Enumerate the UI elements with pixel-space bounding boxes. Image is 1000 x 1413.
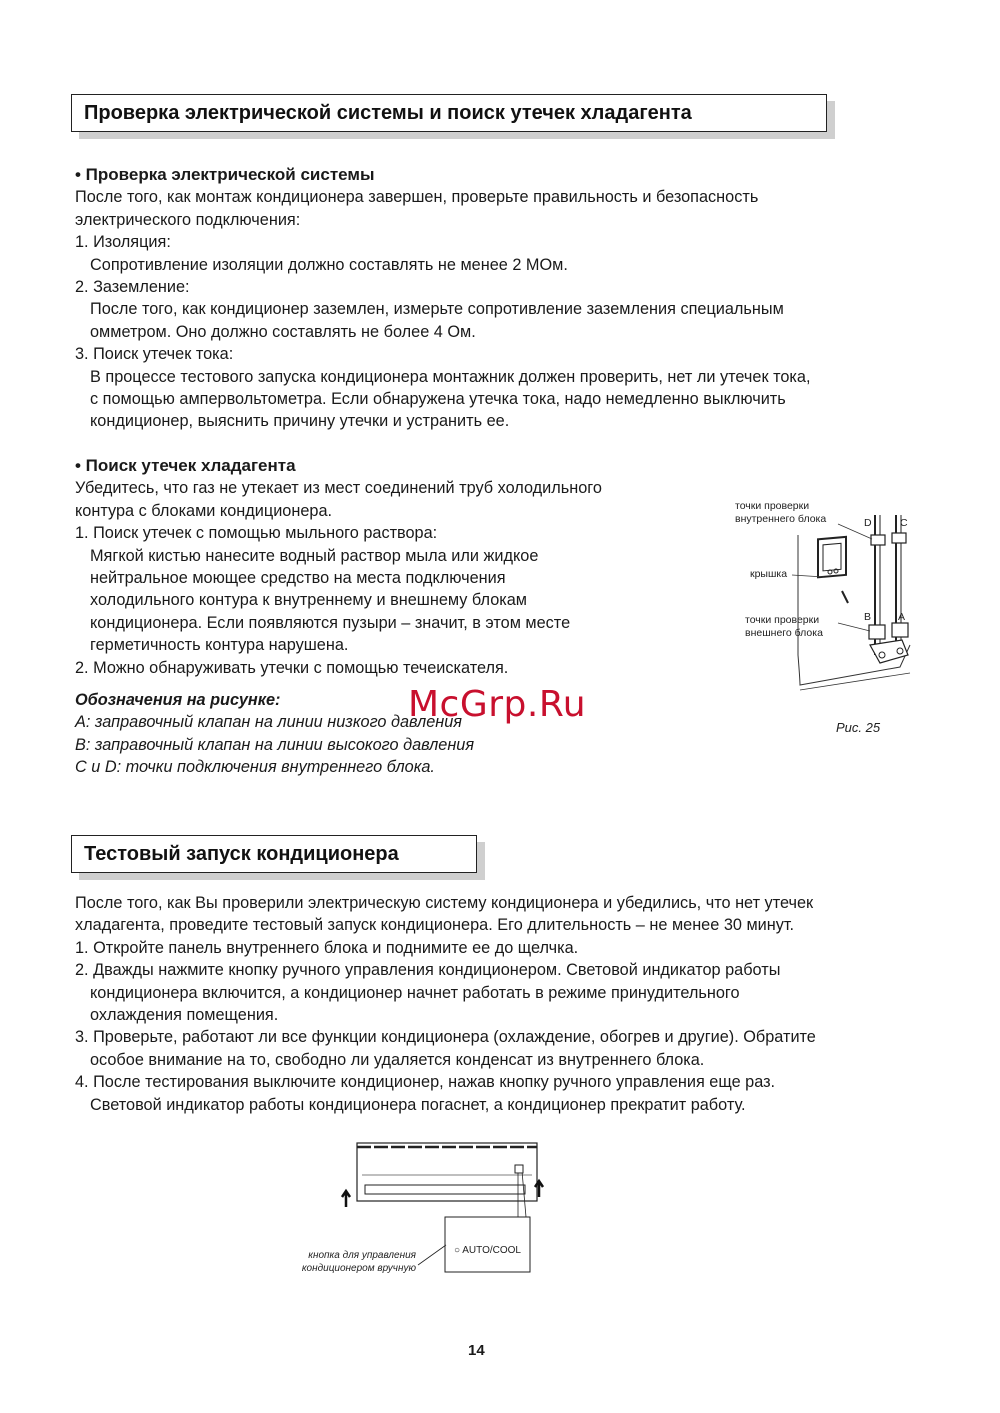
list-item: 3. Проверьте, работают ли все функции кондиционера (охлаждение, обогрев и другие). Обратите [75, 1028, 816, 1047]
text-line: нейтральное моющее средство на места подключения [90, 569, 506, 588]
text-line: Мягкой кистью нанесите водный раствор мыла или жидкое [90, 546, 539, 565]
test-run-block [75, 892, 816, 1116]
text-line: электрического подключения: [75, 210, 301, 229]
section-title-text: Тестовый запуск кондиционера [84, 842, 399, 865]
text-line: кондиционер, выяснить причину утечки и устранить ее. [90, 412, 510, 431]
text-line: Световой индикатор работы кондиционера погаснет, а кондиционер прекратит работу. [90, 1095, 746, 1114]
electrical-check-block [75, 164, 810, 433]
text-line: герметичность контура нарушена. [90, 636, 349, 655]
list-item-number: 2. Заземление: [75, 278, 190, 297]
list-item-number: 2. Можно обнаруживать утечки с помощью течеискателя. [75, 658, 509, 677]
text-line: контура с блоками кондиционера. [75, 501, 333, 520]
legend-title: Обозначения на рисунке: [75, 691, 281, 710]
auto-cool-button-label: ○ AUTO/COOL [454, 1245, 521, 1256]
leak-check-block [75, 455, 602, 779]
label-indoor-check-points: точки проверки внутреннего блока [735, 500, 827, 525]
legend-item: C и D: точки подключения внутреннего блока. [75, 758, 435, 777]
figure-caption: Рис. 25 [836, 720, 881, 735]
text-line: После того, как кондиционер заземлен, измерьте сопротивление заземления специальным [90, 300, 784, 319]
text-line: особое внимание на то, свободно ли удаляется конденсат из внутреннего блока. [90, 1050, 705, 1069]
text-line: омметром. Оно должно составлять не более 4 Ом. [90, 322, 476, 341]
text-line: После того, как монтаж кондиционера завершен, проверьте правильность и безопасность [75, 188, 759, 207]
list-item-number: 3. Поиск утечек тока: [75, 345, 234, 364]
list-item: 2. Дважды нажмите кнопку ручного управления кондиционером. Световой индикатор работы [75, 961, 781, 980]
text-line: В процессе тестового запуска кондиционера монтажник должен проверить, нет ли утечек тока, [90, 367, 811, 386]
section-title-test-run [71, 835, 477, 873]
section-title-text: Проверка электрической системы и поиск утечек хладагента [84, 101, 692, 124]
list-item: 4. После тестирования выключите кондиционер, нажав кнопку ручного управления еще раз. [75, 1073, 776, 1092]
legend-item: A: заправочный клапан на линии низкого давления [75, 713, 462, 732]
text-line: Убедитесь, что газ не утекает из мест соединений труб холодильного [75, 479, 602, 498]
figure-indoor-unit [270, 1135, 570, 1285]
text-line: кондиционера включится, а кондиционер начнет работать в режиме принудительного [90, 983, 740, 1002]
subheading-electrical: • Проверка электрической системы [75, 165, 375, 184]
text-line: кондиционера. Если появляются пузыри – значит, в этом месте [90, 613, 571, 632]
text-line: охлаждения помещения. [90, 1006, 279, 1025]
watermark: McGrp.Ru [408, 684, 587, 725]
list-item-number: 1. Изоляция: [75, 233, 171, 252]
section-title-electrical [71, 94, 827, 132]
manual-button-caption: кнопка для управления кондиционером вручную [301, 1250, 416, 1274]
label-letter-b: B [864, 611, 872, 623]
label-outdoor-check-points: точки проверки внешнего блока [745, 614, 823, 639]
label-letter-c: C [900, 517, 908, 529]
label-letter-a: A [898, 611, 906, 623]
text-line: холодильного контура к внутреннему и внешнему блокам [90, 591, 527, 610]
page-number: 14 [468, 1342, 485, 1359]
text-line: хладагента, проведите тестовый запуск кондиционера. Его длительность – не менее 30 минут. [75, 916, 795, 935]
legend-item: B: заправочный клапан на линии высокого давления [75, 735, 475, 754]
text-line: После того, как Вы проверили электрическую систему кондиционера и убедились, что нет утечек [75, 894, 814, 912]
text-line: Сопротивление изоляции должно составлять не менее 2 МОм. [90, 255, 568, 274]
label-letter-d: D [864, 517, 872, 529]
text-line: с помощью ампервольтометра. Если обнаружена утечка тока, надо немедленно выключить [90, 390, 786, 409]
list-item: 1. Откройте панель внутреннего блока и поднимите ее до щелчка. [75, 938, 579, 957]
list-item-number: 1. Поиск утечек с помощью мыльного раствора: [75, 524, 438, 543]
subheading-leak: • Поиск утечек хладагента [75, 456, 296, 475]
figure-leak-points [730, 495, 930, 740]
label-cover: крышка [750, 568, 788, 580]
